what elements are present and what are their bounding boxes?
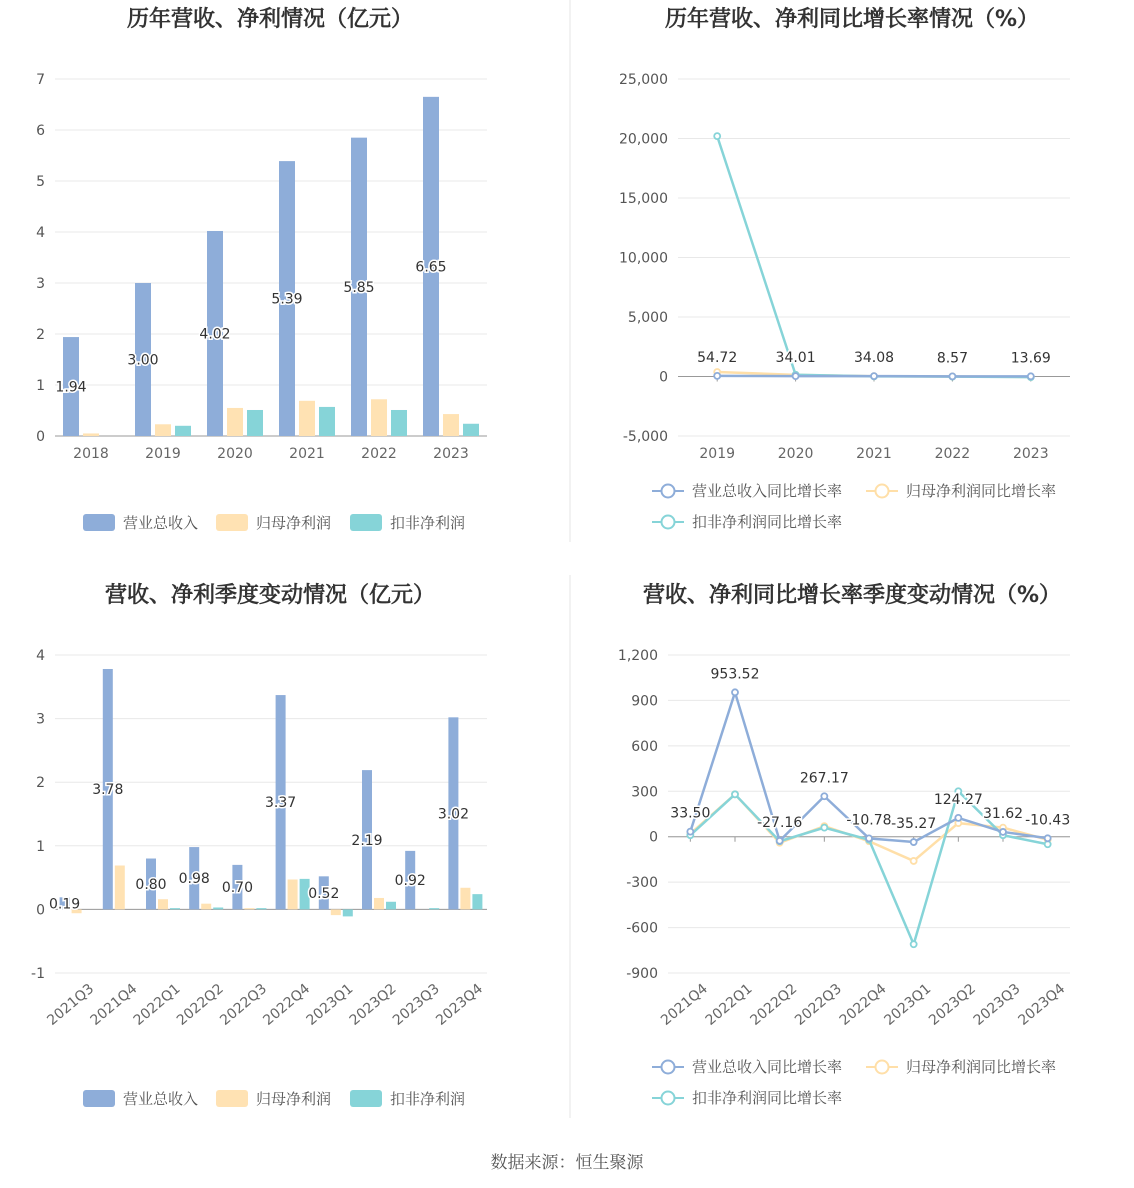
chart-3-data-label: 0.19 <box>49 896 81 913</box>
chart-3-xtick-label: 2023Q1 <box>303 980 357 1029</box>
chart-1-xtick-label: 2020 <box>217 446 253 462</box>
chart-3-legend-label: 扣非净利润 <box>390 1090 466 1108</box>
chart-4-data-label: -35.27 <box>891 816 937 833</box>
chart-2-series-point-0 <box>793 373 799 379</box>
chart-1-bar-deducted-profit <box>391 410 407 436</box>
chart-2-ytick-label: -5,000 <box>622 429 668 445</box>
chart-3-legend-swatch <box>216 1090 248 1107</box>
chart-3-data-label: 3.78 <box>92 782 124 799</box>
chart-3-data-label: 0.98 <box>178 871 210 888</box>
chart-1-legend-swatch <box>83 514 115 531</box>
chart-1-ytick-label: 6 <box>36 123 45 139</box>
chart-4-title: 营收、净利同比增长率季度变动情况（%） <box>642 583 1062 608</box>
chart-4-xtick-label: 2023Q4 <box>1015 980 1069 1029</box>
chart-4-ytick-label: 1,200 <box>617 648 658 664</box>
chart-3-legend-swatch <box>83 1090 115 1107</box>
chart-1-data-label: 6.65 <box>415 259 447 276</box>
chart-3-legend-label: 归母净利润 <box>256 1090 332 1108</box>
chart-4-legend-marker <box>662 1092 675 1105</box>
chart-3-legend-swatch <box>350 1090 382 1107</box>
chart-1-bar-net-profit <box>371 399 387 436</box>
chart-4-series-point-2 <box>911 941 917 947</box>
chart-4-ytick-label: 600 <box>631 738 658 755</box>
chart-3-ytick-label: -1 <box>31 966 45 982</box>
chart-4-ytick-label: -300 <box>626 875 658 892</box>
chart-1-xtick-label: 2023 <box>433 446 469 462</box>
chart-1-ytick-label: 7 <box>36 72 45 88</box>
chart-4-series-point-0 <box>1045 835 1051 841</box>
chart-4-xtick-label: 2021Q4 <box>658 980 711 1029</box>
chart-2-ytick-label: 25,000 <box>619 72 668 88</box>
chart-1-xtick-label: 2019 <box>145 446 181 462</box>
chart-3-bar-net-profit <box>244 908 254 909</box>
chart-2-legend-marker <box>662 485 675 498</box>
chart-1-ytick-label: 4 <box>36 225 45 241</box>
chart-1-ytick-label: 2 <box>36 327 45 343</box>
chart-2-plot <box>619 72 1070 531</box>
chart-3-bar-deducted-profit <box>343 909 353 916</box>
chart-4-series-point-0 <box>866 835 872 841</box>
chart-2-title: 历年营收、净利同比增长率情况（%） <box>664 7 1040 32</box>
chart-3-ytick-label: 2 <box>36 775 45 792</box>
chart-3-legend-label: 营业总收入 <box>123 1090 199 1108</box>
chart-4-series-point-0 <box>777 838 783 844</box>
chart-1-legend-label: 营业总收入 <box>123 514 199 532</box>
chart-3-xtick-label: 2022Q2 <box>173 980 227 1029</box>
chart-1-ytick-label: 0 <box>36 429 45 445</box>
chart-4-data-label: 124.27 <box>933 791 983 808</box>
chart-4-xtick-label: 2023Q3 <box>970 980 1024 1029</box>
chart-1-bar-net-profit <box>83 433 99 436</box>
chart-1-bar-deducted-profit <box>247 410 263 436</box>
chart-1-bar-net-profit <box>299 401 315 436</box>
chart-2-ytick-label: 0 <box>659 369 668 386</box>
chart-1-xtick-label: 2018 <box>73 446 109 462</box>
chart-3-xtick-label: 2023Q2 <box>346 980 400 1029</box>
chart-4-legend-label: 扣非净利润同比增长率 <box>692 1089 843 1107</box>
chart-3-bar-net-profit <box>374 898 384 909</box>
chart-1-data-label: 1.94 <box>55 379 87 396</box>
chart-4-xtick-label: 2022Q2 <box>747 980 801 1029</box>
chart-3-bar-deducted-profit <box>170 908 180 909</box>
chart-4-series-point-0 <box>911 839 917 845</box>
chart-4-data-label: -27.16 <box>757 814 803 831</box>
chart-4-xtick-label: 2023Q1 <box>881 980 935 1029</box>
chart-1-data-label: 5.39 <box>271 291 303 308</box>
chart-2-ytick-label: 15,000 <box>619 191 668 207</box>
chart-1-ytick-label: 1 <box>36 378 45 394</box>
chart-3-xtick-label: 2023Q4 <box>433 980 486 1029</box>
chart-3-ytick-label: 1 <box>36 838 45 855</box>
chart-3-xtick-label: 2023Q3 <box>389 980 443 1029</box>
chart-4-data-label: -10.78 <box>846 812 892 829</box>
chart-3-data-label: 0.70 <box>221 880 253 897</box>
chart-4-data-label: 267.17 <box>799 770 849 787</box>
chart-1-title: 历年营收、净利情况（亿元） <box>126 7 414 32</box>
chart-1-bar-deducted-profit <box>175 426 191 436</box>
chart-2-ytick-label: 5,000 <box>627 310 668 326</box>
chart-3-xtick-label: 2022Q3 <box>217 980 270 1029</box>
chart-4-series-point-2 <box>732 791 738 797</box>
chart-3-data-label: 3.37 <box>265 795 297 812</box>
chart-3-bar-net-profit <box>288 880 298 910</box>
chart-4-series-point-2 <box>821 825 827 831</box>
chart-3-ytick-label: 3 <box>36 711 45 728</box>
chart-4-ytick-label: -600 <box>626 920 658 937</box>
chart-4-data-label: -10.43 <box>1025 812 1071 829</box>
chart-4-legend-marker <box>876 1061 889 1074</box>
chart-4-xtick-label: 2022Q4 <box>836 980 890 1029</box>
chart-3-data-label: 2.19 <box>351 832 383 849</box>
chart-3-bar-deducted-profit <box>429 908 439 909</box>
chart-4-series-point-0 <box>687 829 693 835</box>
chart-3-data-label: 3.02 <box>437 806 469 823</box>
chart-4-ytick-label: 0 <box>649 829 658 846</box>
chart-4-series-point-0 <box>732 689 738 695</box>
chart-4-data-label: 33.50 <box>670 805 711 822</box>
chart-2-ytick-label: 10,000 <box>619 250 668 267</box>
chart-4-series-point-0 <box>955 815 961 821</box>
chart-2-series-point-0 <box>949 373 955 379</box>
chart-2-xtick-label: 2020 <box>777 446 814 462</box>
chart-1-bar-deducted-profit <box>319 407 335 436</box>
chart-4-xtick-label: 2022Q3 <box>792 980 845 1029</box>
chart-2-legend-marker <box>876 485 889 498</box>
chart-4-data-label: 953.52 <box>710 666 760 683</box>
chart-1-ytick-label: 3 <box>36 276 45 292</box>
chart-1-bar-deducted-profit <box>463 424 479 436</box>
chart-1-bar-net-profit <box>155 424 171 436</box>
chart-1-data-label: 4.02 <box>199 326 231 343</box>
chart-1-ytick-label: 5 <box>36 174 45 190</box>
chart-3-xtick-label: 2021Q3 <box>44 980 98 1029</box>
chart-3-bar-net-profit <box>201 904 211 910</box>
chart-1-xtick-label: 2022 <box>361 446 397 462</box>
chart-3-title: 营收、净利季度变动情况（亿元） <box>104 583 436 608</box>
chart-1-bar-net-profit <box>227 408 243 436</box>
chart-2-series-point-0 <box>871 373 877 379</box>
chart-3-xtick-label: 2021Q4 <box>87 980 141 1029</box>
chart-1-data-label: 5.85 <box>343 279 375 296</box>
chart-3-bar-net-profit <box>331 909 341 915</box>
chart-1-data-label: 3.00 <box>127 352 159 369</box>
chart-2-legend-marker <box>662 516 675 529</box>
chart-3-bar-deducted-profit <box>386 902 396 910</box>
chart-1-legend-swatch <box>216 514 248 531</box>
chart-1-plot <box>36 72 487 532</box>
chart-4-ytick-label: 900 <box>631 693 658 710</box>
chart-4-data-label: 31.62 <box>982 805 1024 822</box>
chart-3-bar-net-profit <box>115 866 125 910</box>
chart-2-legend-label: 归母净利润同比增长率 <box>906 482 1057 500</box>
chart-3-data-label: 0.80 <box>135 876 167 893</box>
chart-1-legend-label: 归母净利润 <box>256 514 332 532</box>
chart-3-data-label: 0.52 <box>308 885 340 902</box>
chart-3-data-label: 0.92 <box>394 873 426 890</box>
chart-4-xtick-label: 2022Q1 <box>702 980 756 1029</box>
chart-2-series-point-0 <box>714 373 720 379</box>
chart-1-legend-swatch <box>350 514 382 531</box>
chart-4-legend-label: 营业总收入同比增长率 <box>692 1058 843 1076</box>
chart-2-data-label: 13.69 <box>1010 350 1051 367</box>
chart-2-series-point-0 <box>1028 373 1034 379</box>
chart-2-series-point-2 <box>714 133 720 139</box>
chart-2-data-label: 8.57 <box>936 350 968 367</box>
chart-3-bar-net-profit <box>158 899 168 909</box>
chart-4-ytick-label: -900 <box>626 966 658 982</box>
chart-3-bar-net-profit <box>460 888 470 910</box>
chart-3-bar-deducted-profit <box>256 908 266 909</box>
chart-2-series-line-2 <box>717 136 1031 377</box>
chart-1-xtick-label: 2021 <box>289 446 325 462</box>
chart-2-xtick-label: 2022 <box>934 446 971 462</box>
chart-2-xtick-label: 2019 <box>699 446 736 462</box>
chart-2-xtick-label: 2021 <box>856 446 892 462</box>
chart-2-xtick-label: 2023 <box>1012 446 1049 462</box>
chart-2-data-label: 34.01 <box>775 350 816 367</box>
data-source-label: 数据来源：恒生聚源 <box>490 1153 644 1173</box>
chart-3-bar-deducted-profit <box>472 894 482 909</box>
chart-4-series-point-0 <box>821 793 827 799</box>
chart-4-xtick-label: 2023Q2 <box>926 980 979 1029</box>
chart-3-ytick-label: 4 <box>36 648 45 664</box>
chart-4-plot <box>618 648 1070 1107</box>
chart-1-bar-net-profit <box>443 414 459 436</box>
chart-3-bar-deducted-profit <box>213 907 223 909</box>
chart-1-legend-label: 扣非净利润 <box>390 514 466 532</box>
chart-3-xtick-label: 2022Q4 <box>260 980 314 1029</box>
chart-4-legend-marker <box>662 1061 675 1074</box>
chart-4-series-point-0 <box>1000 829 1006 835</box>
chart-3-xtick-label: 2022Q1 <box>130 980 184 1029</box>
chart-3-ytick-label: 0 <box>36 902 45 919</box>
chart-4-series-point-1 <box>911 858 917 864</box>
chart-4-ytick-label: 300 <box>631 784 658 801</box>
chart-2-legend-label: 扣非净利润同比增长率 <box>692 513 843 531</box>
chart-2-data-label: 34.08 <box>853 350 895 367</box>
chart-3-plot <box>31 648 487 1108</box>
chart-2-data-label: 54.72 <box>697 349 738 366</box>
chart-2-ytick-label: 20,000 <box>619 131 668 148</box>
chart-4-legend-label: 归母净利润同比增长率 <box>906 1058 1057 1076</box>
chart-2-legend-label: 营业总收入同比增长率 <box>692 482 843 500</box>
